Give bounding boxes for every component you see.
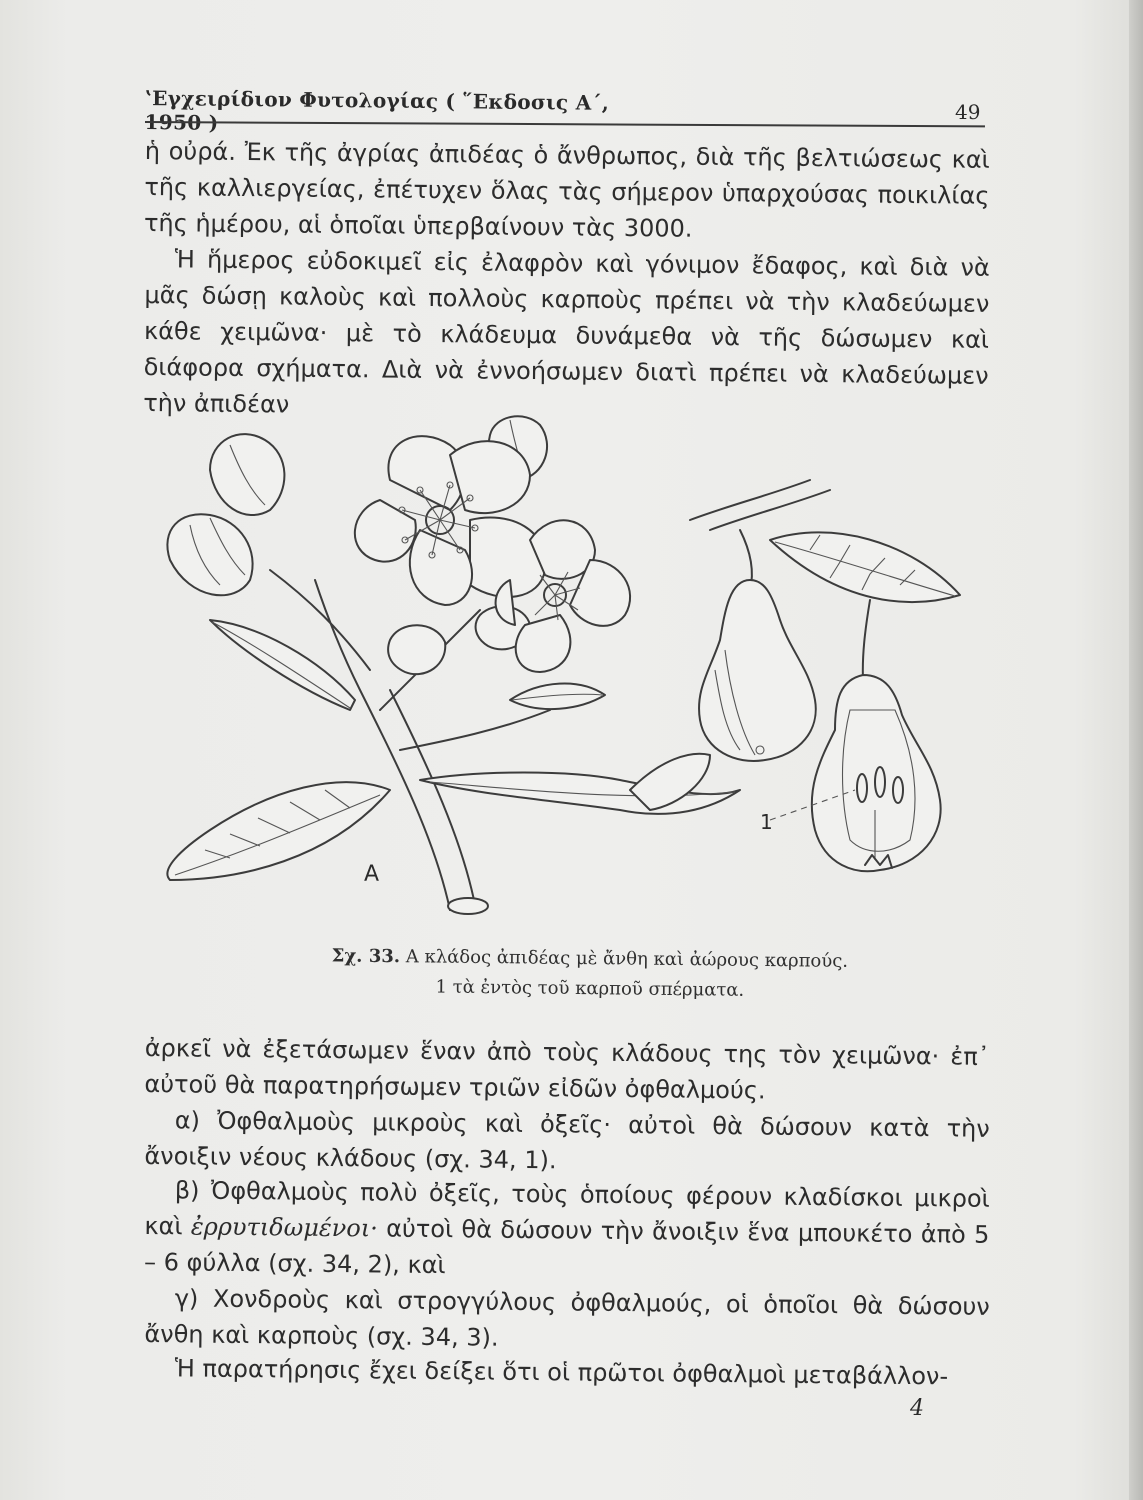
paragraph-2: Ἡ ἥμερος εὐδοκιμεῖ εἰς ἐλαφρὸν καὶ γόνιμον ἔδαφος, καὶ διὰ νὰ μᾶς δώσῃ καλοὺς καὶ πολλοὺς καρποὺς πρέπει νὰ τὴν κλαδεύωμεν κάθε χειμῶνα· μὲ τὸ κλάδευμα δυνάμεθα νὰ τῆς δώσωμεν καὶ διάφορα σχήματα. Διὰ νὰ ἐννοήσωμεν διατὶ πρέπει νὰ κλαδεύωμεν τὴν ἀπιδέαν — [143, 245, 990, 419]
pear-fruit-drawing — [690, 480, 960, 871]
figure-caption-text: Α κλάδος ἀπιδέας μὲ ἄνθη καὶ ἀώρους καρπούς. — [405, 946, 849, 972]
list-item-b-start: β) Ὀφθαλμοὺς πολὺ ὀξεῖς, τοὺς ὁποίους φέρουν κλαδίσκοι μικροὶ καὶ — [144, 1176, 990, 1241]
sheet-number: 4 — [910, 1396, 924, 1421]
pear-flower-main — [355, 436, 546, 605]
list-item-b-italic: ἐρρυτιδωμένοι· — [190, 1212, 378, 1243]
figure-label-a: Α — [364, 862, 380, 887]
figure-caption-line2: 1 τὰ ἐντὸς τοῦ καρποῦ σπέρματα. — [435, 976, 745, 1001]
page-number: 49 — [955, 100, 981, 124]
page-edge-shadow — [1129, 0, 1143, 1500]
list-item-a: α) Ὀφθαλμοὺς μικροὺς καὶ ὀξεῖς· αὐτοὶ θὰ δώσουν κατὰ τὴν ἄνοιξιν νέους κλάδους (σχ. 34, 1). — [144, 1106, 990, 1175]
running-title: ʽΕγχειρίδιον Φυτολογίας ( ῞Εκδοσις Α΄, 1950 ) — [144, 86, 610, 135]
figure-label-1: 1 — [760, 810, 773, 834]
figure-caption-line1 — [290, 945, 890, 972]
paragraph-1: ἡ οὐρά. Ἐκ τῆς ἀγρίας ἀπιδέας ὁ ἄνθρωπος, διὰ τῆς βελτιώσεως καὶ τῆς καλλιεργείας, ἐπέτυχεν ὅλας τὰς σήμερον ὑπαρχούσας ποικιλίας τῆς ἡμέρου, αἱ ὁποῖαι ὑπερβαίνουν τὰς 3000. — [143, 136, 990, 243]
paragraph-3: ἀρκεῖ νὰ ἐξετάσωμεν ἕναν ἀπὸ τοὺς κλάδους της τὸν χειμῶνα· ἐπ᾽ αὐτοῦ θὰ παρατηρήσωμεν τριῶν εἰδῶν ὀφθαλμούς. — [144, 1033, 990, 1105]
pear-branch-drawing — [167, 416, 740, 914]
list-item-b — [144, 1172, 990, 1289]
list-item-b-end: αὐτοὶ θὰ δώσουν τὴν ἄνοιξιν ἕνα μπουκέτο ἀπὸ 5 – 6 φύλλα (σχ. 34, 2), καὶ — [143, 1214, 990, 1280]
list-item-c: γ) Χονδροὺς καὶ στρογγύλους ὀφθαλμούς, οἱ ὁποῖοι θὰ δώσουν ἄνθη καὶ καρποὺς (σχ. 34, 3). — [144, 1284, 990, 1352]
figure-caption-lead: Σχ. 33. — [331, 945, 401, 968]
paragraph-last: Ἡ παρατήρησις ἔχει δείξει ὅτι οἱ πρῶτοι ὀφθαλμοὶ μεταβάλλον- — [174, 1354, 949, 1391]
pear-illustration — [150, 410, 1000, 930]
